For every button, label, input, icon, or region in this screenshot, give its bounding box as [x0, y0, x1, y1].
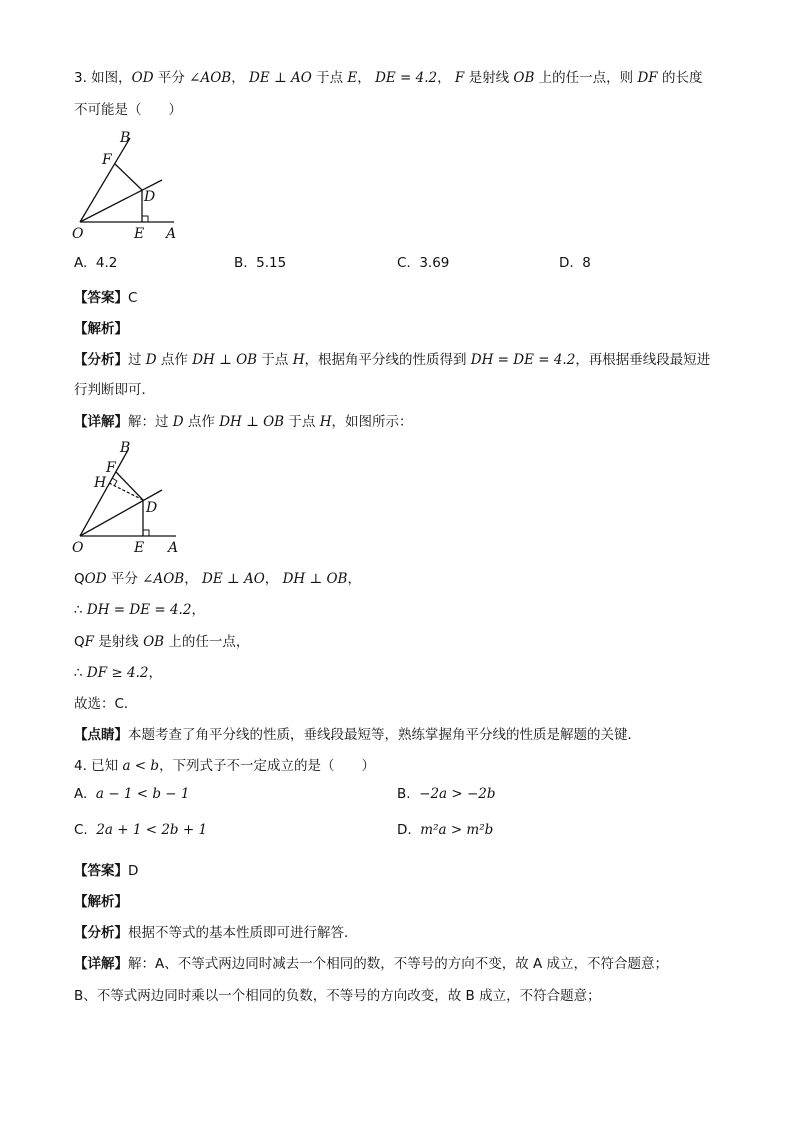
q3-proof-line3 — [74, 630, 249, 650]
label-d: D — [146, 500, 158, 516]
fenxi-tag: 【分析】 — [74, 352, 128, 368]
q3-stem-text: ， — [231, 70, 250, 86]
math: H — [319, 414, 332, 430]
q3-stem-line1 — [74, 66, 702, 86]
q3-stem-math: OD — [131, 70, 154, 86]
right-angle-mark-h — [112, 478, 117, 486]
label-e: E — [134, 226, 145, 242]
math: OB — [143, 634, 165, 650]
text: 上的任一点， — [164, 634, 250, 650]
answer-value: D — [128, 863, 139, 879]
math: OD — [84, 571, 107, 587]
text: 点作 — [183, 414, 220, 430]
right-angle-mark — [142, 216, 148, 222]
math: DF ≥ 4.2 — [86, 665, 149, 681]
q3-stem-text: 上的任一点，则 — [534, 70, 638, 86]
segment-fd — [115, 164, 142, 190]
text: 点作 — [156, 352, 193, 368]
option-value: m²a > m²b — [420, 822, 494, 838]
q3-proof-line1 — [74, 567, 361, 587]
therefore-symbol: ∴ — [74, 602, 87, 618]
option-letter: D. — [559, 255, 574, 271]
because-symbol: Q — [74, 634, 85, 650]
answer-value: C — [128, 290, 138, 306]
q3-stem-math: ∠AOB — [189, 70, 232, 86]
math: D — [145, 352, 157, 368]
option-letter: B. — [397, 786, 411, 802]
comment-tag: 【点睛】 — [74, 727, 128, 743]
label-o: O — [72, 540, 84, 554]
math: ∠AOB — [142, 571, 185, 587]
q3-stem-line2: 不可能是（ ） — [74, 102, 182, 118]
option-value: 4.2 — [95, 255, 118, 271]
therefore-symbol: ∴ — [74, 665, 87, 681]
q3-figure-2 — [64, 436, 194, 554]
q3-stem-text: 的长度 — [657, 70, 703, 86]
option-value: 2a + 1 < 2b + 1 — [96, 822, 208, 838]
detail-tag: 【详解】 — [74, 414, 128, 430]
q3-comment — [74, 723, 641, 743]
option-letter: C. — [397, 255, 411, 271]
label-a: A — [166, 226, 177, 242]
option-value: 5.15 — [256, 255, 287, 271]
q3-detail-line1 — [74, 410, 412, 430]
text: 平分 — [106, 571, 143, 587]
text: 于点 — [284, 414, 320, 430]
label-h: H — [94, 475, 107, 491]
q4-fenxi — [74, 921, 358, 941]
math: H — [292, 352, 305, 368]
option-value: −2a > −2b — [419, 786, 496, 802]
math: F — [84, 634, 95, 650]
q3-stem-text: ， — [437, 70, 455, 86]
q3-choose: 故选：C． — [74, 696, 138, 712]
because-symbol: Q — [74, 571, 85, 587]
option-value: 3.69 — [419, 255, 450, 271]
label-a: A — [168, 540, 179, 554]
q4-option-a — [74, 786, 189, 802]
option-letter: D. — [397, 822, 412, 838]
q4-detail-line1 — [74, 952, 668, 972]
detail-tag: 【详解】 — [74, 956, 128, 972]
q4-answer — [74, 859, 138, 879]
q3-stem-text: ， — [357, 70, 376, 86]
q3-stem-math: F — [454, 70, 465, 86]
math: DH ⊥ OB — [192, 352, 258, 368]
text: 过 — [128, 352, 146, 368]
text: 4. 已知 — [74, 758, 123, 774]
math: DE ⊥ AO — [202, 571, 265, 587]
text: ，根据角平分线的性质得到 — [304, 352, 471, 368]
label-e: E — [134, 540, 145, 554]
q4-option-b — [397, 786, 496, 802]
option-value: 8 — [582, 255, 591, 271]
q3-analysis-tag: 【解析】 — [74, 321, 128, 337]
answer-tag: 【答案】 — [74, 863, 128, 879]
q4-stem — [74, 754, 375, 774]
q4-analysis-tag: 【解析】 — [74, 894, 128, 910]
q3-fenxi-line2: 行判断即可． — [74, 382, 155, 398]
text: ， — [148, 665, 162, 681]
text: 是射线 — [94, 634, 144, 650]
q3-option-b — [234, 255, 286, 271]
q3-fenxi-line1 — [74, 348, 710, 368]
q3-stem-math: DE = 4.2 — [375, 70, 438, 86]
fenxi-text: 根据不等式的基本性质即可进行解答． — [128, 925, 358, 941]
label-f: F — [106, 460, 116, 476]
q4-option-d — [397, 822, 493, 838]
option-letter: A. — [74, 786, 88, 802]
label-b: B — [120, 440, 131, 456]
option-letter: B. — [234, 255, 248, 271]
option-letter: A. — [74, 255, 88, 271]
q3-option-d — [559, 255, 591, 271]
right-angle-mark-e — [143, 530, 149, 536]
q3-option-a — [74, 255, 117, 271]
math: DH ⊥ OB — [282, 571, 348, 587]
detail-text: 解：A、不等式两边同时减去一个相同的数，不等号的方向不变，故 A 成立，不符合题意； — [128, 956, 669, 972]
q3-option-c — [397, 255, 449, 271]
math: DH = DE = 4.2 — [86, 602, 192, 618]
q4-detail-line2: B、不等式两边同时乘以一个相同的负数，不等号的方向改变，故 B 成立，不符合题意； — [74, 988, 601, 1004]
option-letter: C. — [74, 822, 88, 838]
math: a < b — [122, 758, 160, 774]
label-f: F — [102, 152, 112, 168]
q3-proof-line2 — [74, 598, 205, 618]
q3-stem-text: 3. 如图， — [74, 70, 132, 86]
label-d: D — [144, 189, 156, 205]
q3-proof-line4 — [74, 661, 162, 681]
text: 于点 — [257, 352, 293, 368]
text: ， — [191, 602, 205, 618]
math: D — [172, 414, 184, 430]
q3-stem-text: 是射线 — [464, 70, 514, 86]
text: ，再根据垂线段最短进 — [575, 352, 711, 368]
q3-stem-text: 于点 — [311, 70, 348, 86]
label-b: B — [120, 130, 131, 146]
answer-tag: 【答案】 — [74, 290, 128, 306]
q4-option-c — [74, 822, 207, 838]
q3-stem-math: DE ⊥ AO — [249, 70, 312, 86]
fenxi-tag: 【分析】 — [74, 925, 128, 941]
q3-stem-math: E — [347, 70, 358, 86]
text: ，下列式子不一定成立的是（ ） — [159, 758, 376, 774]
text: ，如图所示： — [331, 414, 413, 430]
segment-fd — [116, 472, 143, 500]
q3-stem-math: DF — [637, 70, 658, 86]
text: 解：过 — [128, 414, 173, 430]
q3-answer — [74, 286, 137, 306]
q3-figure — [64, 128, 194, 243]
comment-text: 本题考查了角平分线的性质，垂线段最短等，熟练掌握角平分线的性质是解题的关键． — [128, 727, 641, 743]
text: ， — [184, 571, 202, 587]
text: ， — [347, 571, 361, 587]
math: DH ⊥ OB — [219, 414, 285, 430]
option-value: a − 1 < b − 1 — [95, 786, 190, 802]
q3-stem-math: OB — [513, 70, 535, 86]
label-o: O — [72, 226, 84, 242]
q3-stem-text: 平分 — [153, 70, 190, 86]
math: DH = DE = 4.2 — [470, 352, 576, 368]
text: ， — [264, 571, 283, 587]
